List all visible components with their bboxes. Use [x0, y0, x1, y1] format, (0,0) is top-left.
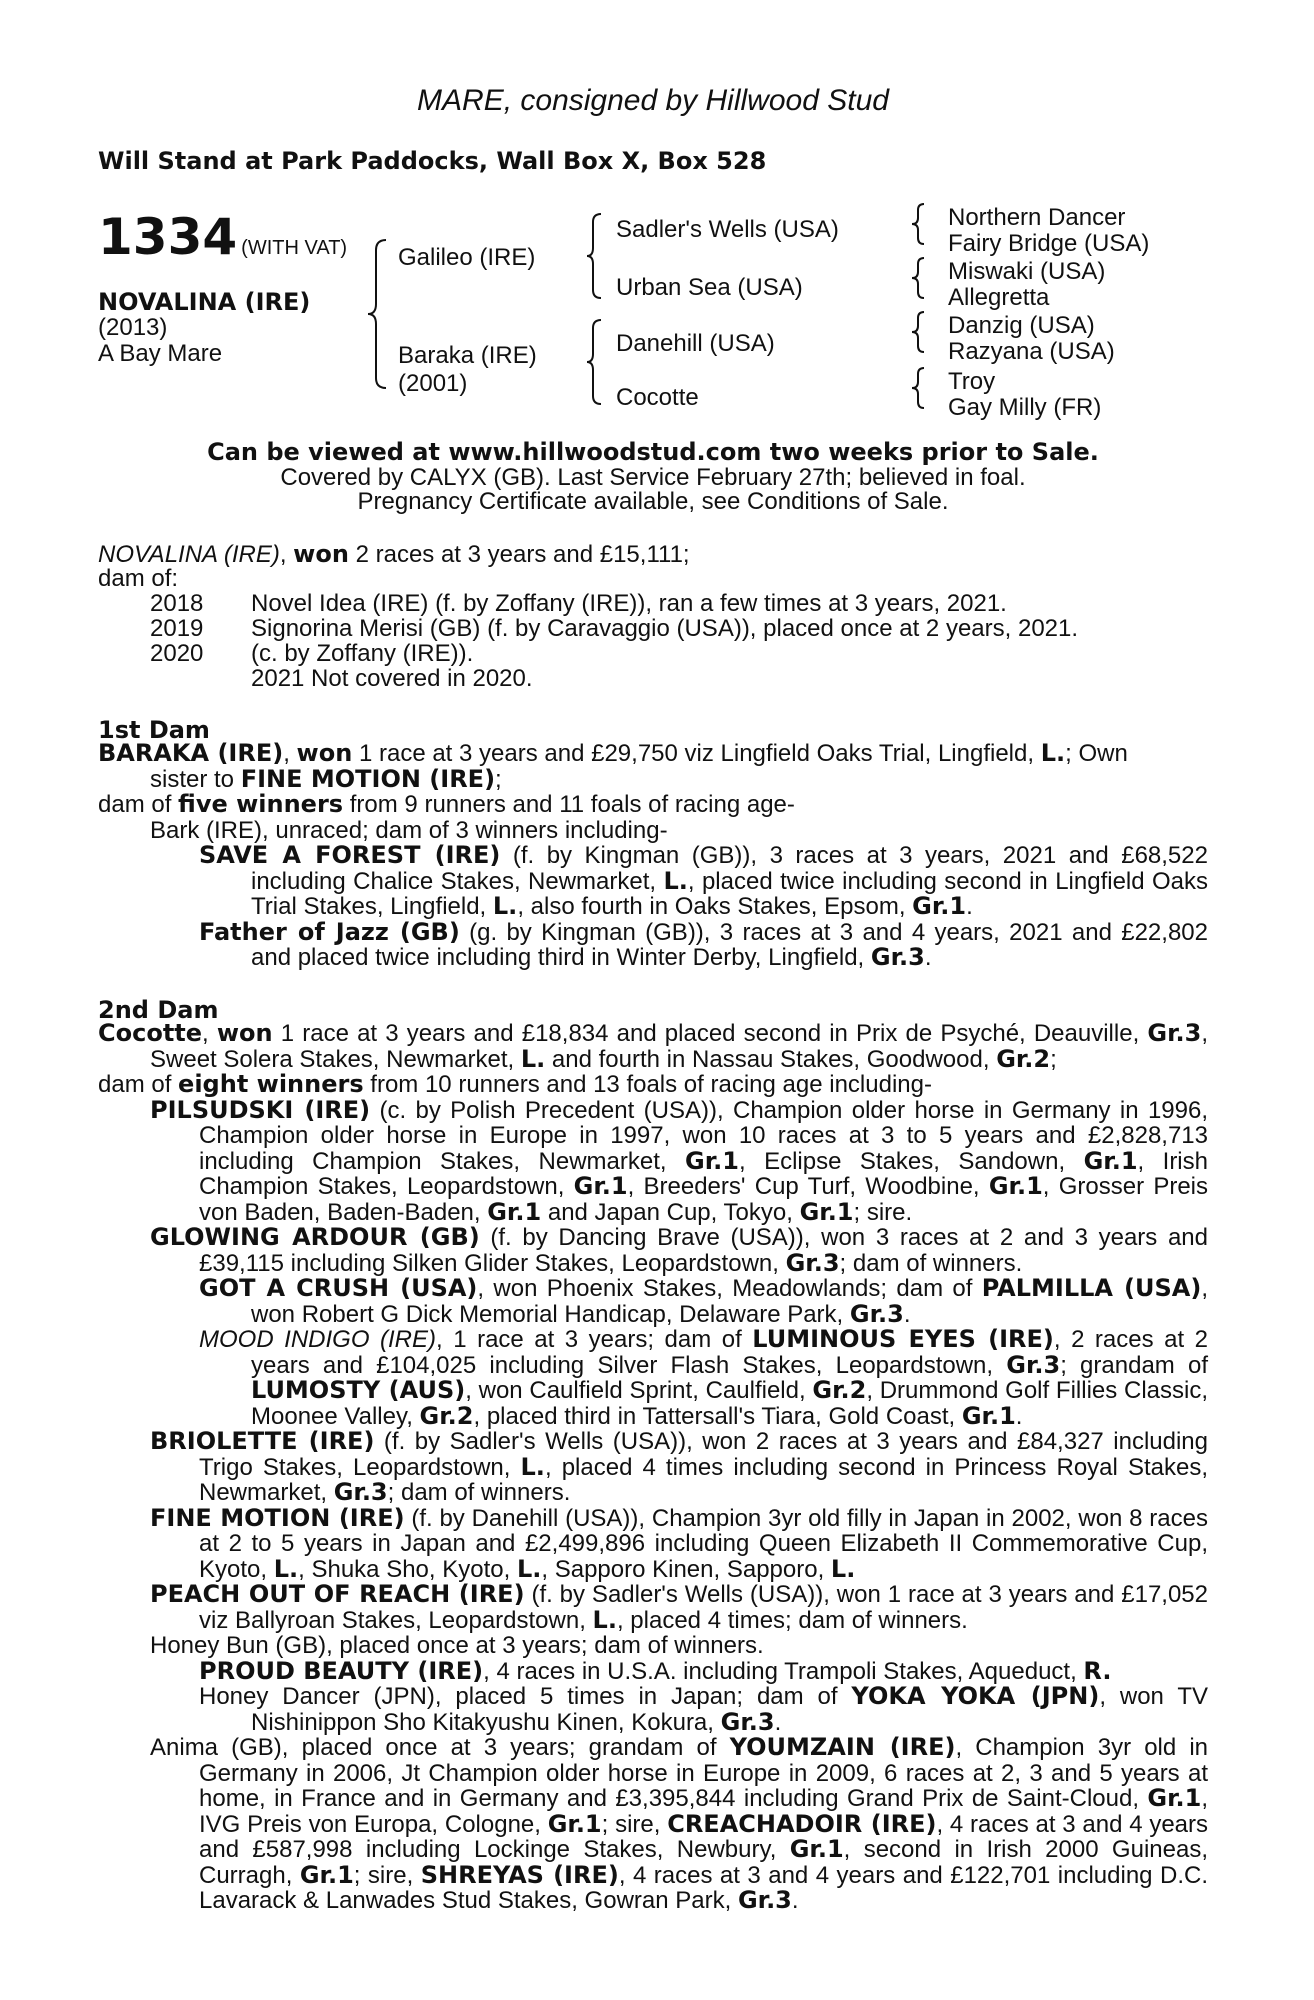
horse-year: (2013) — [98, 314, 168, 341]
pedigree-dsd: Razyana (USA) — [948, 338, 1115, 365]
pedigree-brace-main — [366, 238, 390, 390]
pedigree-brace-sire — [585, 212, 605, 300]
produce-year: 2020 — [150, 640, 204, 667]
pedigree-ddd: Gay Milly (FR) — [948, 394, 1102, 421]
pedigree-ssd: Fairy Bridge (USA) — [948, 230, 1150, 257]
produce-intro: NOVALINA (IRE), won 2 races at 3 years and £15,111; — [98, 540, 690, 568]
second-dam-heading: 2nd Dam — [98, 996, 219, 1024]
vat-label: (WITH VAT) — [241, 237, 348, 259]
produce-entry: Novel Idea (IRE) (f. by Zoffany (IRE)), ran a few times at 3 years, 2021. — [251, 590, 1007, 617]
pedigree-brace-dam — [585, 318, 605, 406]
pedigree-dam-dam: Cocotte — [616, 384, 699, 411]
produce-entry: 2021 Not covered in 2020. — [251, 665, 533, 692]
pedigree-dam-sire: Danehill (USA) — [616, 330, 775, 357]
pedigree-brace-ds — [910, 310, 928, 354]
pedigree-sds: Miswaki (USA) — [948, 258, 1106, 285]
pedigree-sss: Northern Dancer — [948, 204, 1126, 231]
pedigree-dam-year: (2001) — [398, 370, 468, 397]
certificate-note: Pregnancy Certificate available, see Conditions of Sale. — [357, 488, 949, 515]
consignor-title: MARE, consigned by Hillwood Stud — [417, 84, 889, 117]
pedigree-dds: Troy — [948, 368, 996, 395]
lot-number: 1334 — [98, 208, 238, 266]
pedigree-brace-sd — [910, 256, 928, 300]
produce-entry: Signorina Merisi (GB) (f. by Caravaggio (USA)), placed once at 2 years, 2021. — [251, 615, 1079, 642]
viewing-note: Can be viewed at www.hillwoodstud.com two weeks prior to Sale. — [207, 438, 1099, 466]
pedigree-dss: Danzig (USA) — [948, 312, 1095, 339]
pedigree-dam: Baraka (IRE) — [398, 342, 537, 369]
horse-description: A Bay Mare — [98, 340, 223, 367]
pedigree-brace-dd — [910, 366, 928, 410]
covered-note: Covered by CALYX (GB). Last Service February 27th; believed in foal. — [280, 464, 1026, 491]
pedigree-sire-dam: Urban Sea (USA) — [616, 274, 803, 301]
pedigree-brace-ss — [910, 202, 928, 246]
produce-year: 2019 — [150, 615, 204, 642]
pedigree-sdd: Allegretta — [948, 284, 1050, 311]
stand-location: Will Stand at Park Paddocks, Wall Box X, Box 528 — [98, 147, 767, 175]
second-dam-record: Cocotte, won 1 race at 3 years and £18,834 and placed second in Prix de Psyché, Deauville, Gr.3, Sweet Solera Stakes, Newmarket, L. and fourth in Nassau Stakes, Goodwood, Gr.2; dam of eight winners from 10 runners and 13 foals of racing age including- PILSUDSKI (IRE) (c. by Polish Precedent (USA)), Champion older horse in Germany in 1996, Champion older horse in Europe in 1997, won 10 races at 3 to 5 years and £2,828,713 including Champion Stakes, Newmarket, Gr.1, Eclipse Stakes, Sandown, Gr.1, Irish Champion Stakes, Leopardstown, Gr.1, Breeders' Cup Turf, Woodbine, Gr.1, Grosser Preis von Baden, Baden-Baden, Gr.1 and Japan Cup, Tokyo, Gr.1; sire. GLOWING ARDOUR (GB) (f. by Dancing Brave (USA)), won 3 races at 2 and 3 years and £39,115 including Silken Glider Stakes, Leopardstown, Gr.3; dam of winners. GOT A CRUSH (USA), won Phoenix Stakes, Meadowlands; dam of PALMILLA (USA), won Robert G Dick Memorial Handicap, Delaware Park, Gr.3. MOOD INDIGO (IRE), 1 race at 3 years; dam of LUMINOUS EYES (IRE), 2 races at 2 years and £104,025 including Silver Flash Stakes, Leopardstown, Gr.3; grandam of LUMOSTY (AUS), won Caulfield Sprint, Caulfield, Gr.2, Drummond Golf Fillies Classic, Moonee Valley, Gr.2, placed third in Tattersall's Tiara, Gold Coast, Gr.1. BRIOLETTE (IRE) (f. by Sadler's Wells (USA)), won 2 races at 3 years and £84,327 including Trigo Stakes, Leopardstown, L., placed 4 times including second in Princess Royal Stakes, Newmarket, Gr.3; dam of winners. FINE MOTION (IRE) (f. by Danehill (USA)), Champion 3yr old filly in Japan in 2002, won 8 races at 2 to 5 years in Japan and £2,499,896 including Queen Elizabeth II Commemorative Cup, Kyoto, L., Shuka Sho, Kyoto, L., Sapporo Kinen, Sapporo, L. PEACH OUT OF REACH (IRE) (f. by Sadler's Wells (USA)), won 1 race at 3 years and £17,052 viz Ballyroan Stakes, Leopardstown, L., placed 4 times; dam of winners. Honey Bun (GB), placed once at 3 years; dam of winners. PROUD BEAUTY (IRE), 4 races in U.S.A. including Trampoli Stakes, Aqueduct, R. Honey Dancer (JPN), placed 5 times in Japan; dam of YOKA YOKA (JPN), won TV Nishinippon Sho Kitakyushu Kinen, Kokura, Gr.3. Anima (GB), placed once at 3 years; grandam of YOUMZAIN (IRE), Champion 3yr old in Germany in 2006, Jt Champion older horse in Europe in 2009, 6 races at 2, 3 and 5 years at home, in France and in Germany and £3,395,844 including Grand Prix de Saint-Cloud, Gr.1, IVG Preis von Europa, Cologne, Gr.1; sire, CREACHADOIR (IRE), 4 races at 3 and 4 years and £587,998 including Lockinge Stakes, Newbury, Gr.1, second in Irish 2000 Guineas, Curragh, Gr.1; sire, SHREYAS (IRE), 4 races at 3 and 4 years and £122,701 including D.C. Lavarack & Lanwades Stud Stakes, Gowran Park, Gr.3. — [98, 1019, 1209, 1914]
lot-number-block — [98, 208, 347, 266]
horse-name: NOVALINA (IRE) — [98, 288, 311, 316]
pedigree-sire: Galileo (IRE) — [398, 244, 536, 271]
pedigree-sire-sire: Sadler's Wells (USA) — [616, 216, 839, 243]
first-dam-heading: 1st Dam — [98, 716, 210, 744]
produce-entry: (c. by Zoffany (IRE)). — [251, 640, 474, 667]
produce-year: 2018 — [150, 590, 204, 617]
first-dam-record: BARAKA (IRE), won 1 race at 3 years and £29,750 viz Lingfield Oaks Trial, Lingfield, L.; Own sister to FINE MOTION (IRE); dam of five winners from 9 runners and 11 foals of racing age- Bark (IRE), unraced; dam of 3 winners including- SAVE A FOREST (IRE) (f. by Kingman (GB)), 3 races at 3 years, 2021 and £68,522 including Chalice Stakes, Newmarket, L., placed twice including second in Lingfield Oaks Trial Stakes, Lingfield, L., also fourth in Oaks Stakes, Epsom, Gr.1. Father of Jazz (GB) (g. by Kingman (GB)), 3 races at 3 and 4 years, 2021 and £22,802 and placed twice including third in Winter Derby, Lingfield, Gr.3. — [98, 739, 1209, 971]
produce-dam-of: dam of: — [98, 565, 179, 592]
